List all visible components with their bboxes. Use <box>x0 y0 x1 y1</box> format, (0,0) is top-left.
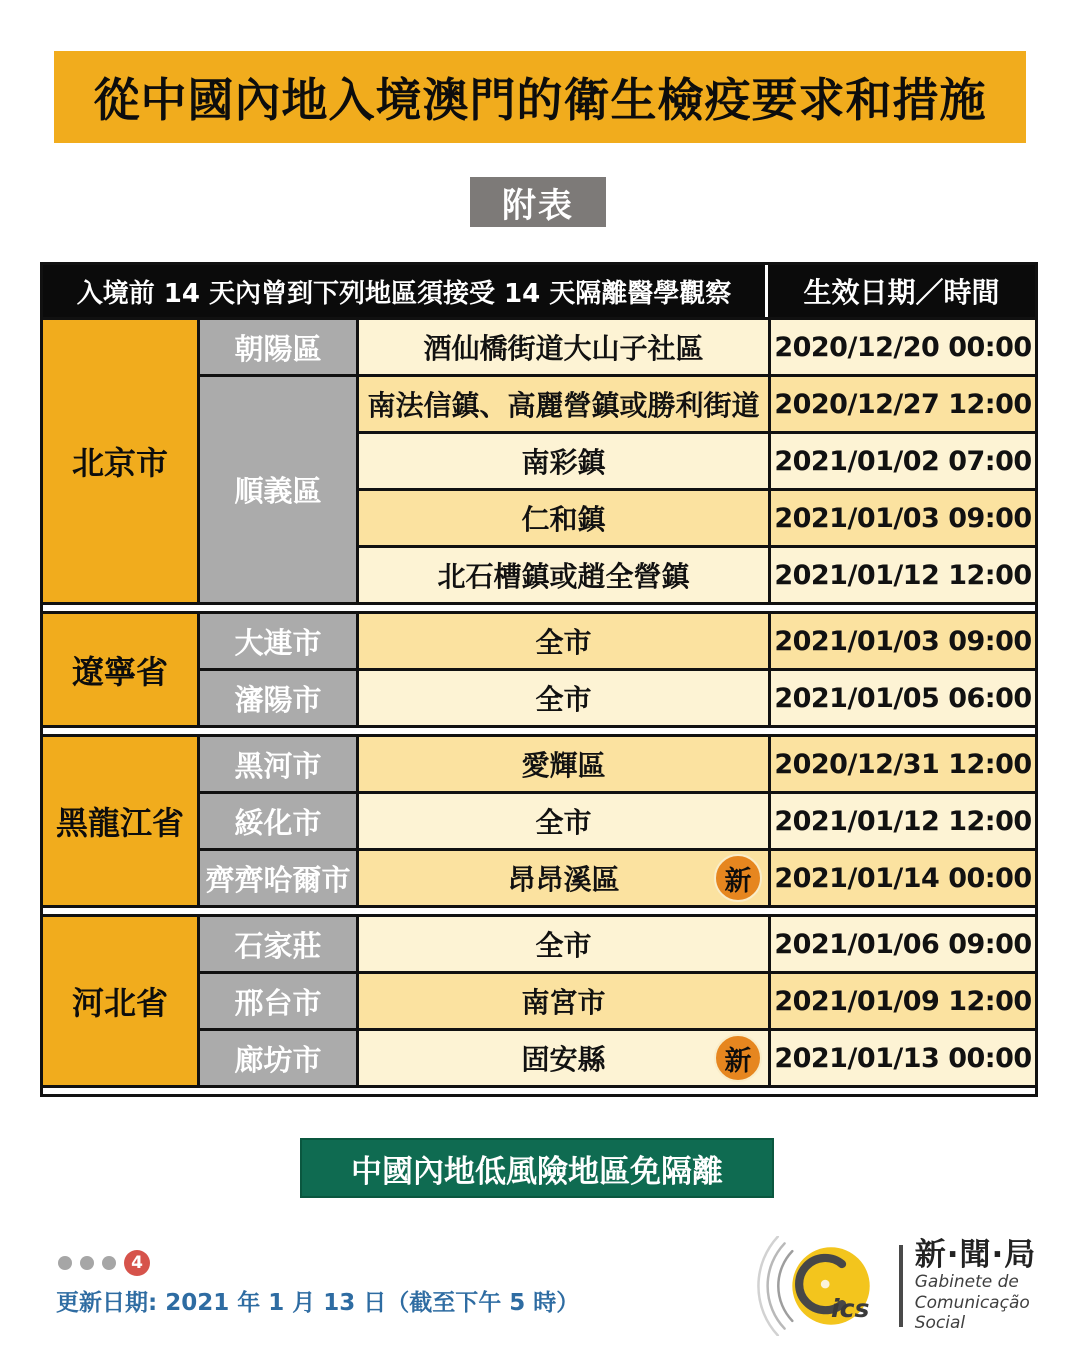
area-cell <box>359 974 768 1028</box>
effective-date-cell: 2021/01/09 12:00 <box>771 974 1035 1028</box>
effective-date-cell: 2021/01/03 09:00 <box>771 491 1035 545</box>
district-cell: 齊齊哈爾市 <box>200 851 356 905</box>
province-cell: 遼寧省 <box>43 614 197 725</box>
area-label: 全市 <box>535 683 592 716</box>
district-cell: 廊坊市 <box>200 1031 356 1085</box>
district-cell: 黑河市 <box>200 737 356 791</box>
district-cell: 大連市 <box>200 614 356 668</box>
table-header-effective-date: 生效日期／時間 <box>803 276 1000 309</box>
logo-org-line1: Gabinete de <box>914 1272 1019 1293</box>
group-rows <box>200 614 1035 725</box>
logo-text <box>915 1238 1080 1333</box>
province-cell: 黑龍江省 <box>43 737 197 905</box>
area-cell <box>359 377 768 431</box>
province-cell: 北京市 <box>43 320 197 602</box>
effective-date-cell: 2021/01/06 09:00 <box>771 917 1035 971</box>
page-dot <box>102 1256 116 1270</box>
effective-date-cell: 2021/01/13 00:00 <box>771 1031 1035 1085</box>
province-group <box>43 320 1035 602</box>
group-rows <box>200 737 1035 905</box>
district-cell: 石家莊 <box>200 917 356 971</box>
district-cell: 順義區 <box>200 377 356 602</box>
table-body <box>43 320 1035 1085</box>
area-label: 全市 <box>535 806 592 839</box>
notice-banner: 中國內地低風險地區免隔離 <box>300 1138 774 1198</box>
logo-divider <box>899 1245 903 1327</box>
quarantine-table <box>40 262 1038 1097</box>
effective-date-cell: 2021/01/02 07:00 <box>771 434 1035 488</box>
area-label: 酒仙橋街道大山子社區 <box>423 332 704 365</box>
gcs-logo <box>742 1236 1080 1336</box>
page-title: 從中國內地入境澳門的衛生檢疫要求和措施 <box>54 51 1026 143</box>
effective-date-cell: 2021/01/12 12:00 <box>771 548 1035 602</box>
area-label: 全市 <box>535 626 592 659</box>
effective-date-cell: 2020/12/31 12:00 <box>771 737 1035 791</box>
area-cell <box>359 548 768 602</box>
province-cell: 河北省 <box>43 917 197 1085</box>
effective-date-cell: 2021/01/05 06:00 <box>771 671 1035 725</box>
group-separator <box>43 725 1035 737</box>
province-group <box>43 737 1035 905</box>
area-label: 固安縣 <box>521 1043 606 1076</box>
effective-date-cell: 2021/01/14 00:00 <box>771 851 1035 905</box>
area-label: 昂昂溪區 <box>507 863 620 896</box>
group-rows <box>200 917 1035 1085</box>
page-dot <box>58 1256 72 1270</box>
effective-date-cell: 2020/12/20 00:00 <box>771 320 1035 374</box>
page-indicator <box>58 1250 150 1276</box>
area-cell <box>359 434 768 488</box>
area-label: 北石槽鎮或趙全營鎮 <box>437 560 690 593</box>
new-badge: 新 <box>714 1034 762 1082</box>
soundwave-arcs-icon <box>758 1237 792 1336</box>
area-cell <box>359 671 768 725</box>
area-cell <box>359 320 768 374</box>
district-cell: 邢台市 <box>200 974 356 1028</box>
area-cell <box>359 614 768 668</box>
district-cell: 綏化市 <box>200 794 356 848</box>
area-cell <box>359 794 768 848</box>
table-header-row <box>43 265 1035 320</box>
province-group <box>43 614 1035 725</box>
logo-cjk-name: 新·聞·局 <box>914 1237 1037 1274</box>
area-label: 南宮市 <box>521 986 606 1019</box>
page-dot <box>80 1256 94 1270</box>
area-cell <box>359 1031 768 1085</box>
effective-date-cell: 2020/12/27 12:00 <box>771 377 1035 431</box>
svg-text:ics: ics <box>831 1293 870 1323</box>
logo-org-line2: Comunicação Social <box>914 1292 1030 1334</box>
new-badge: 新 <box>714 854 762 902</box>
effective-date-cell: 2021/01/12 12:00 <box>771 794 1035 848</box>
area-label: 南彩鎮 <box>521 446 606 479</box>
group-rows <box>200 320 1035 602</box>
area-cell <box>359 737 768 791</box>
table-header-areas: 入境前 14 天內曾到下列地區須接受 14 天隔離醫學觀察 <box>43 265 768 317</box>
group-separator <box>43 905 1035 917</box>
page-number-badge: 4 <box>124 1250 150 1276</box>
area-cell <box>359 491 768 545</box>
update-date: 更新日期: 2021 年 1 月 13 日（截至下午 5 時） <box>56 1290 580 1316</box>
gcs-logo-mark <box>742 1236 895 1336</box>
area-cell <box>359 851 768 905</box>
area-label: 南法信鎮、高麗營鎮或勝利街道 <box>367 389 760 422</box>
area-cell <box>359 917 768 971</box>
area-label: 全市 <box>535 929 592 962</box>
district-cell: 瀋陽市 <box>200 671 356 725</box>
appendix-badge: 附表 <box>470 177 606 227</box>
effective-date-cell: 2021/01/03 09:00 <box>771 614 1035 668</box>
area-label: 愛輝區 <box>521 749 606 782</box>
group-separator <box>43 602 1035 614</box>
area-label: 仁和鎮 <box>521 503 606 536</box>
gcs-monogram-icon <box>792 1247 869 1324</box>
province-group <box>43 917 1035 1085</box>
table-bottom-strip <box>43 1085 1035 1094</box>
district-cell: 朝陽區 <box>200 320 356 374</box>
